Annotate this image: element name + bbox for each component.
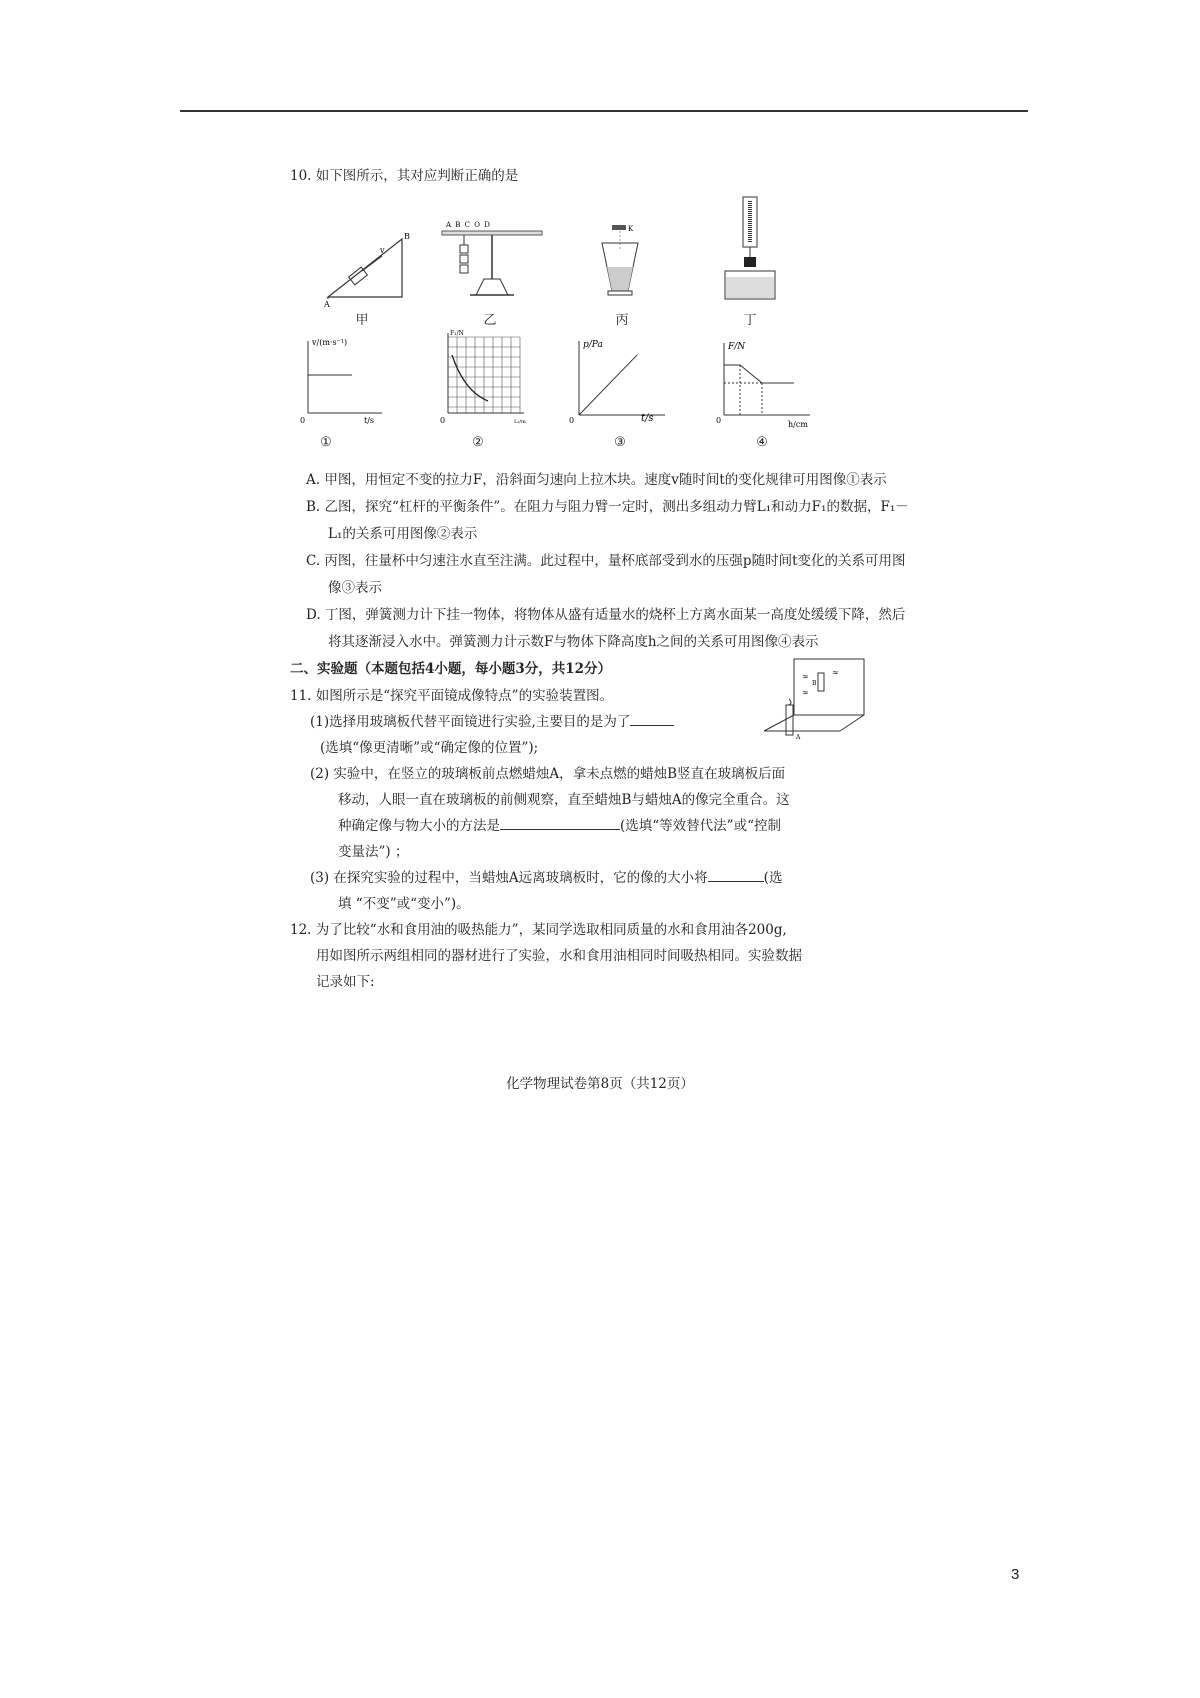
ramp-bottom-label: A xyxy=(324,300,330,307)
graph-label-4: ④ xyxy=(756,435,768,450)
q11-p2c: 种确定像与物大小的方法是 (选填“等效替代法”或“控制 xyxy=(290,813,910,839)
q11-p2e: 变量法”) ； xyxy=(338,844,409,860)
page-footer: 化学物理试卷第8页（共12页） xyxy=(506,1076,694,1092)
spring-scale-figure xyxy=(715,195,795,307)
fig-label-yi: 乙 xyxy=(483,313,497,328)
q10-figures xyxy=(290,187,910,467)
graph-2 xyxy=(430,327,540,427)
fig-label-ding: 丁 xyxy=(743,313,757,328)
q11-p2b: 移动，人眼一直在玻璃板的前侧观察，直至蜡烛B与蜡烛A的像完全重合。这 xyxy=(338,792,790,808)
exam-scan xyxy=(290,165,910,995)
cup-figure xyxy=(590,223,660,303)
q10-option-a: A. 甲图，用恒定不变的拉力F，沿斜面匀速向上拉木块。速度v随时间t的变化规律可用图像①表示 xyxy=(306,472,887,488)
q10-option-b: B. 乙图，探究“杠杆的平衡条件”。在阻力与阻力臂一定时，测出多组动力臂L₁和动力F₁的数据，F₁－L₁的关系可用图像②表示 xyxy=(306,499,909,542)
fig-label-bing: 丙 xyxy=(615,313,629,328)
graph-4 xyxy=(710,335,820,430)
q11-p1: (1)选择用玻璃板代替平面镜进行实验,主要目的是为了 xyxy=(290,709,910,735)
q12-line-2: 用如图所示两组相同的器材进行了实验，水和食用油相同时间吸热相同。实验数据 xyxy=(316,948,802,964)
lever-letters: A B C O D xyxy=(446,221,491,229)
g4-y-label: F/N xyxy=(728,342,746,352)
q11-blank-3[interactable] xyxy=(708,867,764,882)
graph-label-1: ① xyxy=(320,435,332,450)
q12-line-3: 记录如下: xyxy=(316,974,375,990)
svg-text:≈: ≈ xyxy=(832,668,839,677)
q11-blank-2[interactable] xyxy=(500,815,620,830)
mirror-setup-figure xyxy=(760,655,880,750)
g1-y-label: v/(m·s⁻¹) xyxy=(312,338,348,347)
graph-label-3: ③ xyxy=(614,435,626,450)
fig-label-jia: 甲 xyxy=(355,313,369,328)
tap-label: K xyxy=(628,225,634,233)
q11-p3: (3) 在探究实验的过程中，当蜡烛A远离玻璃板时，它的像的大小将 (选 xyxy=(290,865,910,891)
page-number: 3 xyxy=(1011,1566,1020,1583)
ramp-v-label: v xyxy=(380,246,385,255)
q10-option-c: C. 丙图，往量杯中匀速注水直至注满。此过程中，量杯底部受到水的压强p随时间t变化的关系可用图像③表示 xyxy=(306,553,906,596)
q11-intro: 11. 如图所示是“探究平面镜成像特点”的实验装置图。 xyxy=(290,688,614,704)
g1-x-label: t/s xyxy=(364,416,375,425)
candle-b-label: B xyxy=(812,680,817,687)
g2-x-label: L₁/m xyxy=(514,419,526,425)
header-rule xyxy=(180,110,1028,112)
q11-p1b: (选填“像更清晰”或“确定像的位置”); xyxy=(320,740,539,756)
lever-figure xyxy=(440,217,550,307)
section-2-heading: 二、实验题（本题包括4小题，每小题3分，共12分） xyxy=(290,661,612,677)
graph-1 xyxy=(292,335,392,427)
ramp-top-label: B xyxy=(404,232,410,241)
g3-y-label: p/Pa xyxy=(583,340,603,350)
svg-text:≈: ≈ xyxy=(802,688,809,697)
q11-blank-1[interactable] xyxy=(630,711,674,726)
g1-origin: 0 xyxy=(300,416,306,425)
q12-line-1: 12. 为了比较“水和食用油的吸热能力”，某同学选取相同质量的水和食用油各200g, xyxy=(290,922,787,938)
g4-x-label: h/cm xyxy=(788,420,808,429)
q10-option-d: D. 丁图，弹簧测力计下挂一物体，将物体从盛有适量水的烧杯上方离水面某一高度处缓缓下降，然后将其逐渐浸入水中。弹簧测力计示数F与物体下降高度h之间的关系可用图像④表示 xyxy=(306,607,906,650)
g4-origin: 0 xyxy=(716,416,722,425)
incline-figure xyxy=(322,227,422,307)
g2-origin: 0 xyxy=(440,416,446,425)
q10-title: 10. 如下图所示，其对应判断正确的是 xyxy=(290,168,519,184)
svg-text:≈: ≈ xyxy=(802,672,809,681)
graph-label-2: ② xyxy=(472,435,484,450)
q11-p3c: 填 “不变”或“变小”)。 xyxy=(338,896,470,912)
g3-origin: 0 xyxy=(569,416,575,425)
candle-a-label: A xyxy=(796,734,801,741)
graph-3 xyxy=(565,335,675,427)
g2-y-label: F₁/N xyxy=(450,330,464,337)
q11-p2a: (2) 实验中，在竖立的玻璃板前点燃蜡烛A，拿未点燃的蜡烛B竖直在玻璃板后面 xyxy=(310,766,786,782)
g3-x-label: t/s xyxy=(641,413,654,424)
